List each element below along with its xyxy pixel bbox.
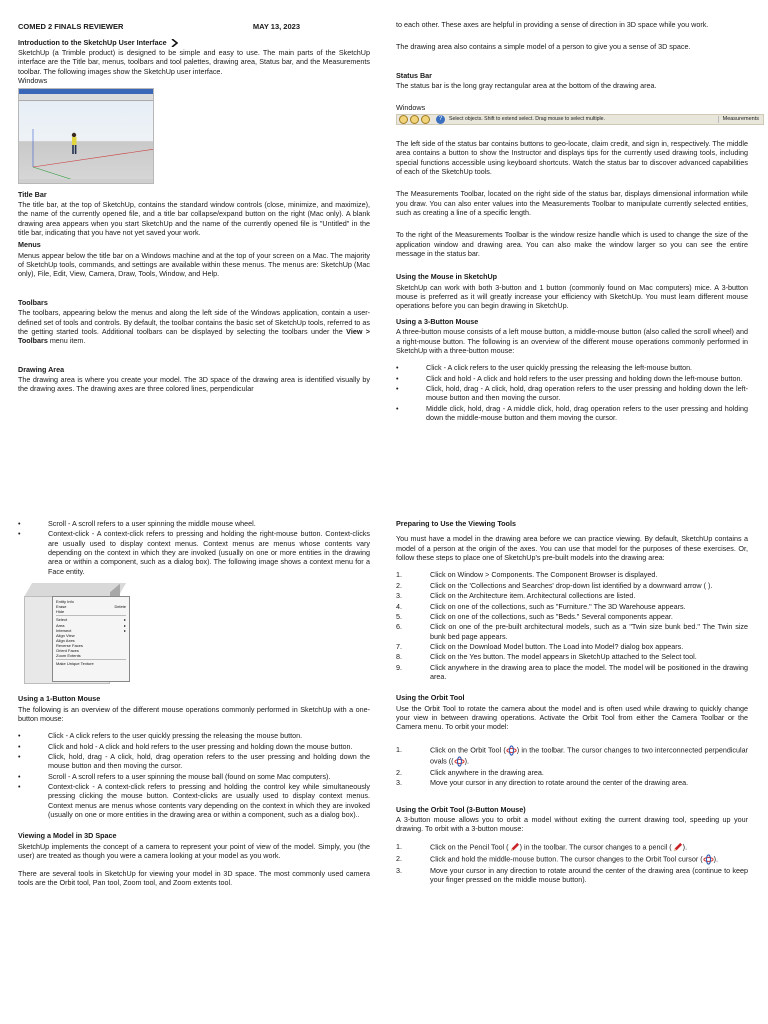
list-item-text: Click, hold, drag - A click, hold, drag operation refers to the user pressing and holding down the left-mouse button and then moving the cursor. — [426, 383, 748, 403]
toolbars-text-b: menu item. — [47, 336, 86, 346]
list-item: • Click, hold, drag - A click, hold, drag operation refers to the user pressing and holding down the mouse button and then moving the cursor. — [18, 751, 370, 771]
list-item-text: Click on the Download Model button. The Load into Model? dialog box appears. — [430, 641, 684, 651]
status-bar-heading: Status Bar — [396, 70, 432, 80]
list-item: • Scroll - A scroll refers to a user spinning the middle mouse wheel. — [18, 519, 370, 528]
menu-item — [56, 653, 126, 658]
document-title: COMED 2 FINALS REVIEWER — [18, 22, 124, 31]
column-top-right — [396, 20, 759, 423]
menu-item — [56, 661, 126, 666]
list-item-text — [430, 842, 748, 853]
list-item-text: Click anywhere in the drawing area. — [430, 767, 544, 777]
menu-item-label: Area — [56, 622, 65, 628]
mouse-heading: Using the Mouse in SketchUp — [396, 272, 498, 282]
column-bottom-left — [18, 519, 370, 890]
list-item: 3. Click on the Architecture item. Architectural collections are listed. — [396, 591, 748, 600]
document-header — [18, 22, 370, 32]
menu-item-key: ▸ — [123, 617, 126, 623]
list-item-text: Click on the Yes button. The model appears in SketchUp attached to the Select tool. — [430, 652, 697, 662]
measurements-box: Measurements — [718, 116, 763, 123]
instructor-help-icon: ? — [436, 115, 445, 124]
step-text: Click on the Orbit Tool ( — [430, 745, 506, 755]
list-item: • Scroll - A scroll refers to a user spinning the mouse ball (found on some Mac computers). — [18, 772, 370, 781]
list-item-text: Scroll - A scroll refers to a user spinning the mouse ball (found on some Mac computers). — [48, 771, 331, 781]
menu-item-label: Erase — [56, 604, 67, 610]
orbit-cursor-icon — [454, 756, 465, 767]
list-item-text: Scroll - A scroll refers to a user spinning the middle mouse wheel. — [48, 519, 256, 528]
context-menu-screenshot — [18, 580, 130, 688]
menus-heading: Menus — [18, 240, 41, 250]
list-item-text: Move your cursor in any direction to rotate around the center of the drawing area (continue to keep your finger pressed on the middle mouse button). — [430, 865, 748, 884]
list-item: • Click - A click refers to the user quickly pressing the releasing the left-mouse button. — [396, 363, 748, 372]
list-item: • Middle click, hold, drag - A middle click, hold, drag operation refers to the user pressing and holding down the middle-mouse button and them moving the cursor. — [396, 403, 748, 423]
sketchup-window-screenshot — [18, 88, 154, 184]
list-item-text: Click on the 'Collections and Searches' drop-down list identified by a downward arrow ( ). — [430, 580, 713, 590]
list-item-text: Move your cursor in any direction to rotate around the center of the drawing area. — [430, 778, 689, 788]
list-item-text: Click on one of the collections, such as "Beds." Several components appear. — [430, 611, 673, 621]
list-item: 6. Click on one of the pre-built architectural models, such as a "Twin size bunk bed." The Twin size bunk bed page appears. — [396, 622, 748, 641]
menu-item-label: Intersect — [56, 627, 72, 633]
menu-item-label: Hide — [56, 609, 65, 615]
orbit-3button-heading: Using the Orbit Tool (3-Button Mouse) — [396, 804, 526, 814]
menu-item-key: ▸ — [123, 627, 126, 633]
list-item: 2. Click and hold the middle-mouse button. The cursor changes to the Orbit Tool cursor ( ). — [396, 854, 748, 865]
list-item: 1. Click on the Orbit Tool ( ) in the toolbar. The cursor changes to two interconnected perpendicular ovals (( ). — [396, 744, 748, 766]
list-item: 1. Click on the Pencil Tool ( ) in the toolbar. The cursor changes to a pencil ( ). — [396, 842, 748, 853]
list-item-text: Click on the Architecture item. Architectural collections are listed. — [430, 591, 636, 601]
orbit-heading: Using the Orbit Tool — [396, 693, 465, 703]
drawing-axes-graphic — [19, 89, 154, 184]
menu-item — [56, 609, 126, 614]
windows-label-2: Windows — [396, 103, 426, 113]
menu-item-label: Align Axes — [56, 637, 75, 643]
one-button-heading: Using a 1-Button Mouse — [18, 694, 101, 704]
claim-credit-icon — [410, 115, 419, 124]
menu-item-label: Zoom Extents — [56, 653, 81, 659]
list-item-text: Click anywhere in the drawing area to place the model. The model will be positioned in the drawing area. — [430, 662, 748, 682]
step-text: ). — [464, 756, 469, 766]
list-item-text: Click and hold - A click and hold refers to the user pressing and holding down the left-mouse button. — [426, 373, 743, 383]
toolbars-heading: Toolbars — [18, 297, 48, 307]
list-item: 7. Click on the Download Model button. The Load into Model? dialog box appears. — [396, 642, 748, 651]
axes-continued-text: to each other. These axes are helpful in providing a sense of direction in 3D space while you work. — [396, 20, 709, 29]
camera-tools-text: There are several tools in SketchUp for viewing your model in 3D space. The most commonly used camera tools are the Orbit tool, Pan tool, Zoom tool, and Zoom extents tool. — [18, 868, 370, 887]
list-item: 1. Click on Window > Components. The Component Browser is displayed. — [396, 570, 748, 579]
menus-text: Menus appear below the title bar on a Windows machine and at the top of your screen on a Mac. The majority of SketchUp tools, commands, and settings are available within these menus. The menus are: SketchUp (Mac only), File, Edit, View, Camera, Draw, Tools, Window, and Help. — [18, 250, 370, 279]
window-statusbar — [19, 179, 153, 183]
title-bar-heading: Title Bar — [18, 189, 47, 199]
list-item-text: Middle click, hold, drag - A middle click, hold, drag operation refers to the user pressing and holding down the middle-mouse button and them moving the cursor. — [426, 403, 748, 423]
prep-text: You must have a model in the drawing area before we can practice viewing. By default, SketchUp contains a model of a person at the origin of the axes. You can use that model for the purposes of these exercises. Or, follow these steps to place one of SketchUp's pre-built models into the drawing area: — [396, 534, 748, 563]
intro-heading-text: Introduction to the SketchUp User Interface — [18, 37, 167, 47]
title-bar-text: The title bar, at the top of SketchUp, contains the standard window controls (close, minimize, and maximize), the name of the currently opened file, and a title bar collapse/expand button on the right (Mac only). A blank drawing area appears when you start SketchUp and the name of the currently opened file is "Untitled" in the title bar, indicating that you have not yet saved your work. — [18, 199, 370, 237]
mouse-text: SketchUp can work with both 3-button and 1 button (commonly found on Mac computers) mice. A 3-button mouse is preferred as it will greatly increase your efficiency with SketchUp. You must learn different mouse operations before you can begin drawing in SketchUp. — [396, 282, 748, 311]
windows-label: Windows — [18, 76, 48, 86]
list-item: 4. Click on one of the collections, such as "Furniture." The 3D Warehouse appears. — [396, 602, 748, 611]
list-item: • Context-click - A context-click refers to pressing and holding the control key while simultaneously pressing clicking the mouse button. Context-clicks are usually used to display context menus. Context menus are menus whose contents vary depending on the context in which they are invoked (usually on one or more entities in the drawing area or within a component, such as a dialog box).. — [18, 782, 370, 820]
three-button-heading: Using a 3-Button Mouse — [396, 316, 479, 326]
list-item: 3. Move your cursor in any direction to rotate around the center of the drawing area. — [396, 778, 748, 787]
viewing-text: SketchUp implements the concept of a camera to represent your point of view of the model. Simply, you (the user) are treated as though you were a camera looking at your model as you work. — [18, 841, 370, 861]
list-item-text: Click on Window > Components. The Component Browser is displayed. — [430, 570, 658, 580]
list-item: 2. Click anywhere in the drawing area. — [396, 768, 748, 777]
list-item: 5. Click on one of the collections, such as "Beds." Several components appear. — [396, 612, 748, 621]
status-bar-text: The status bar is the long gray rectangular area at the bottom of the drawing area. — [396, 81, 657, 91]
person-model-text: The drawing area also contains a simple model of a person to give you a sense of 3D space. — [396, 42, 691, 52]
status-bar-message: Select objects. Shift to extend select. Drag mouse to select multiple. — [449, 115, 605, 122]
step-text: ) in the toolbar. The cursor changes to two interconnected perpendicular ovals (( — [430, 745, 748, 766]
prep-heading: Preparing to Use the Viewing Tools — [396, 519, 516, 528]
context-menu — [52, 596, 130, 682]
toolbars-text — [18, 308, 370, 345]
sign-in-icon — [421, 115, 430, 124]
menu-item-label: Orient Faces — [56, 648, 79, 653]
orbit-cursor-icon — [703, 854, 714, 865]
menu-item-key: Delete — [114, 604, 126, 610]
step-text: ). — [682, 842, 688, 852]
orbit-tool-icon — [506, 745, 517, 756]
list-item-text: Context-click - A context-click refers to pressing and holding the control key while simultaneously pressing clicking the mouse button. Context-clicks are usually used to display context menus. Context menus are menus whose contents vary depending on the context in which they are invoked (usually on one or more entities in the drawing area or within a component, such as a dialog box).. — [48, 782, 370, 820]
menu-item-label: Reverse Faces — [56, 642, 83, 648]
status-bar-screenshot — [396, 114, 764, 125]
drawing-area-heading: Drawing Area — [18, 364, 65, 374]
viewing-heading: Viewing a Model in 3D Space — [18, 831, 117, 841]
list-item-text — [430, 854, 748, 865]
orbit-text: Use the Orbit Tool to rotate the camera about the model and is often used while drawing to quickly change your view in between drawing operations. Activate the Orbit Tool from either the Camera Toolbar or the Camera menu. To orbit your model: — [396, 703, 748, 732]
orbit-3button-text: A 3-button mouse allows you to orbit a model without exiting the current drawing tool, speeding up your drawing. To orbit with a 3-button mouse: — [396, 814, 748, 834]
list-item-text: Click on one of the pre-built architectural models, such as a "Twin size bunk bed." The Twin size bunk bed page appears. — [430, 622, 748, 641]
step-text: Click on the Pencil Tool ( — [430, 842, 509, 852]
list-item-text: Context-click - A context-click refers to pressing and holding the right-mouse button. Context-clicks are usually used to display context menus. Context menus are menus whose contents vary depending on the context in which they are invoked (usually on one or more entities in the drawing area or within a component, such as a dialog box). The following image shows a context menu for a Face entity. — [48, 529, 370, 576]
step-text: ) in the toolbar. The cursor changes to a pencil ( — [519, 842, 672, 852]
toolbars-menu-path: View > Toolbars — [18, 326, 370, 346]
menu-item-label: Make Unique Texture — [56, 661, 94, 667]
resize-handle-text: To the right of the Measurements Toolbar is the window resize handle which is used to change the size of the application window and drawing area. You can also make the window larger so you can see the entire message in the status bar. — [396, 230, 748, 259]
document-date: MAY 13, 2023 — [252, 22, 300, 31]
intro-text: SketchUp (a Trimble product) is designed to be simple and easy to use. The main parts of the SketchUp interface are the Title bar, menus, toolbars and tool palettes, drawing area, Status bar, and the Measurements toolbar. The following images show the SketchUp user interface. — [18, 48, 370, 76]
one-button-text: The following is an overview of the different mouse operations commonly performed in SketchUp with a one-button mouse: — [18, 704, 370, 723]
list-item: 9. Click anywhere in the drawing area to place the model. The model will be positioned in the drawing area. — [396, 662, 748, 682]
menu-item-label: Align View — [56, 632, 75, 638]
list-item: • Click and hold - A click and hold refers to the user pressing and holding down the mouse button. — [18, 742, 370, 751]
pencil-cursor-icon — [672, 842, 683, 853]
list-item: • Context-click - A context-click refers to pressing and holding the right-mouse button. Context-clicks are usually used to display context menus. Context menus are menus whose contents vary depending on the context in which they are invoked (usually on one or more entities in the drawing area or within a component, such as a dialog box). The following image shows a context menu for a Face entity. — [18, 529, 370, 576]
list-item-text: Click on one of the collections, such as "Furniture." The 3D Warehouse appears. — [430, 601, 686, 611]
list-item: • Click - A click refers to the user quickly pressing the releasing the mouse button. — [18, 731, 370, 740]
menu-item-key: ▸ — [123, 622, 126, 628]
step-text: Click and hold the middle-mouse button. The cursor changes to the Orbit Tool cursor ( — [430, 854, 703, 864]
step-text: ). — [713, 854, 718, 864]
menu-item-label: Select — [56, 617, 68, 623]
menu-item-label: Entity Info — [56, 599, 74, 605]
column-bottom-right — [396, 519, 748, 885]
three-button-text: A three-button mouse consists of a left mouse button, a middle-mouse button (also called the scroll wheel) and a right-mouse button. The following is an overview of the different mouse operations commonly performed in SketchUp with a three-button mouse: — [396, 327, 748, 355]
chevron-right-icon — [171, 39, 178, 47]
column-top-left — [18, 22, 370, 397]
toolbars-text-a: The toolbars, appearing below the menus and along the left side of the Windows application, contain a user-defined set of tools and controls. By default, the toolbar contains the basic set of SketchUp tools, referred to as the getting started tools. Additional toolbars can be displayed by selecting the toolbars under the — [18, 308, 370, 336]
list-item: 3. Move your cursor in any direction to rotate around the center of the drawing area (continue to keep your finger pressed on the middle mouse button). — [396, 865, 748, 884]
list-item-text: Click - A click refers to the user quickly pressing the releasing the mouse button. — [48, 731, 303, 741]
pencil-tool-icon — [509, 842, 520, 853]
list-item-text — [430, 745, 748, 767]
drawing-area-text: The drawing area is where you create your model. The 3D space of the drawing area is identified visually by the drawing axes. The drawing axes are three colored lines, perpendicular — [18, 374, 370, 394]
list-item: • Click, hold, drag - A click, hold, drag operation refers to the user pressing and holding down the left-mouse button and then moving the cursor. — [396, 383, 748, 403]
list-item-text: Click and hold - A click and hold refers to the user pressing and holding down the mouse button. — [48, 741, 353, 751]
measurements-text: The Measurements Toolbar, located on the right side of the status bar, displays dimensional information while you draw. You can also enter values into the Measurements Toolbar to manipulate currently selected entities, such as creating a line of a specific length. — [396, 189, 748, 217]
list-item-text: Click - A click refers to the user quickly pressing the releasing the left-mouse button. — [426, 363, 693, 373]
list-item: 2. Click on the 'Collections and Searches' drop-down list identified by a downward arrow ( ). — [396, 581, 748, 590]
list-item: • Click and hold - A click and hold refers to the user pressing and holding down the left-mouse button. — [396, 374, 748, 383]
geo-locate-icon — [399, 115, 408, 124]
list-item-text: Click, hold, drag - A click, hold, drag operation refers to the user pressing and holding down the mouse button and then moving the cursor. — [48, 751, 370, 771]
list-item: 8. Click on the Yes button. The model appears in SketchUp attached to the Select tool. — [396, 652, 748, 661]
intro-heading — [18, 38, 370, 47]
status-left-text: The left side of the status bar contains buttons to geo-locate, claim credit, and sign in, respectively. The middle area contains a button to show the Instructor and displays tips for the currently used drawing tools, including special functions accessible using keyboard shortcuts. Watch the status bar to discover advanced capabilities of each of the SketchUp tools. — [396, 138, 748, 176]
